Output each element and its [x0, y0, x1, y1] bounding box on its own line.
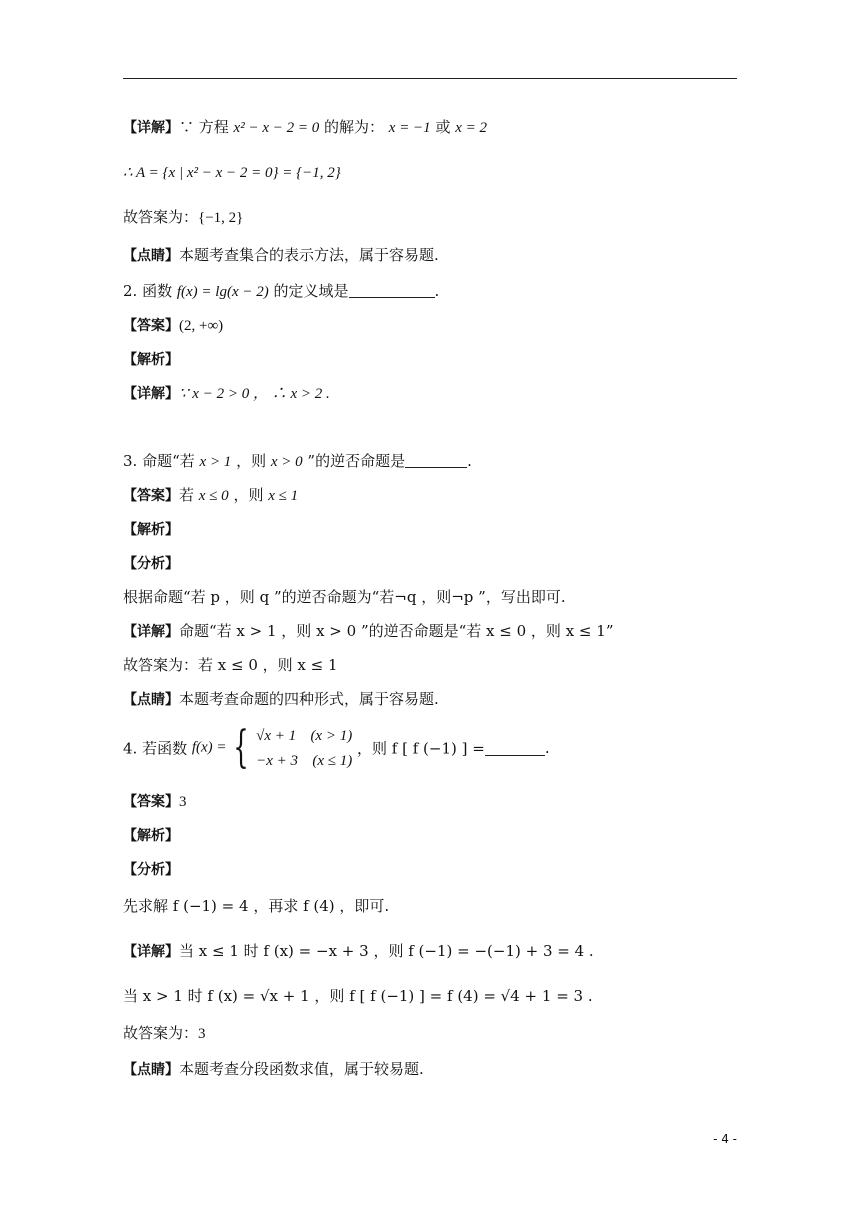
fenxi-tag: 【分析】	[123, 862, 179, 878]
q4-function: f(x) =	[191, 739, 227, 756]
q4-comment: 本题考查分段函数求值，属于较易题.	[179, 1060, 424, 1078]
case2-expression: −x + 3	[256, 753, 299, 769]
piecewise-brace: {	[233, 722, 250, 773]
answer-tag: 【答案】	[123, 488, 179, 504]
q1-detail-text-b: 的解为：	[319, 118, 389, 136]
q4-final-label: 故答案为：	[123, 1024, 199, 1042]
q1-set-expression: ∴ A = {x | x² − x − 2 = 0} = {−1, 2}	[123, 165, 341, 181]
q3-answer-c1: x ≤ 0	[198, 488, 229, 504]
q4-analysis-line	[123, 824, 179, 847]
q4-final-value: 3	[198, 1026, 206, 1042]
q3-final-label: 故答案为：	[123, 656, 199, 674]
q1-comment: 本题考查集合的表示方法，属于容易题.	[179, 246, 439, 264]
comment-tag: 【点睛】	[123, 692, 179, 708]
q3-stem-c: ”的逆否命题是	[302, 452, 406, 470]
q3-final-value: 若 x ≤ 0 ，则 x ≤ 1	[198, 656, 338, 674]
analysis-tag: 【解析】	[123, 352, 179, 368]
q1-detail-text-a: ∵ 方程	[179, 118, 234, 136]
q3-answer-b: ，则	[228, 486, 269, 504]
q2-answer-line	[123, 314, 223, 337]
q3-answer-c2: x ≤ 1	[268, 488, 299, 504]
comment-tag: 【点睛】	[123, 1062, 179, 1078]
q2-answer: (2, +∞)	[179, 318, 224, 334]
q3-answer-line	[123, 484, 298, 507]
detail-tag: 【详解】	[123, 386, 179, 402]
q2-detail-line	[123, 382, 330, 405]
q3-answer-blank	[405, 453, 467, 468]
q2-stem-tail: 的定义域是	[268, 282, 349, 300]
q3-comment-line	[123, 688, 439, 711]
q3-analysis-line	[123, 518, 179, 541]
detail-tag: 【详解】	[123, 120, 179, 136]
q4-fenxi-text	[123, 895, 389, 917]
comment-tag: 【点睛】	[123, 248, 179, 264]
q3-condition-1: x > 1	[199, 454, 232, 470]
q3-stem-a: 3. 命题“若	[123, 452, 200, 470]
piecewise-cases	[256, 723, 352, 773]
q4-detail-line-1	[123, 940, 594, 963]
q3-detail-line	[123, 620, 613, 643]
q3-period: .	[467, 452, 472, 470]
q1-final-value: {−1, 2}	[198, 210, 244, 226]
answer-tag: 【答案】	[123, 794, 179, 810]
q3-answer-a: 若	[179, 486, 199, 504]
q4-fenxi-content: 先求解 f (−1) = 4 ，再求 f (4) ，即可.	[123, 897, 390, 915]
case2-condition: (x ≤ 1)	[312, 753, 353, 769]
q3-detail-content: 命题“若 x > 1 ，则 x > 0 ”的逆否命题是“若 x ≤ 0 ，则 x ≤ 1”	[179, 622, 614, 640]
q4-number: 4. 若函数	[123, 739, 192, 758]
q4-period: .	[544, 739, 550, 757]
q3-stem	[123, 450, 472, 473]
q1-or: 或	[430, 118, 456, 136]
q4-detail-line-2	[123, 985, 593, 1007]
q1-detail-line	[123, 116, 487, 139]
answer-tag: 【答案】	[123, 318, 179, 334]
q4-final-line	[123, 1022, 206, 1045]
q4-stem	[123, 723, 550, 773]
q4-comment-line	[123, 1058, 424, 1081]
fenxi-tag: 【分析】	[123, 556, 179, 572]
page-number: - 4 -	[713, 1132, 737, 1146]
q3-stem-b: ，则	[231, 452, 271, 470]
q2-function: f(x) = lg(x − 2)	[176, 284, 269, 300]
q4-answer-blank	[485, 741, 545, 756]
detail-tag: 【详解】	[123, 944, 179, 960]
q4-detail-1: 当 x ≤ 1 时 f (x) = −x + 3 ，则 f (−1) = −(−1) + 3 = 4 .	[179, 942, 594, 960]
q4-fenxi-line	[123, 858, 179, 881]
analysis-tag: 【解析】	[123, 828, 179, 844]
q1-final-line	[123, 206, 243, 229]
q2-detail: ∵ x − 2 > 0 ， ∴ x > 2 .	[179, 386, 330, 402]
q3-condition-2: x > 0	[270, 454, 303, 470]
q3-final-line	[123, 654, 338, 676]
q4-answer-line	[123, 790, 187, 813]
case-row-1	[256, 723, 352, 748]
q3-fenxi-line	[123, 552, 179, 575]
q1-comment-line	[123, 244, 439, 267]
q4-stem-tail: ，则 f [ f (−1) ] =	[357, 739, 485, 758]
q2-stem	[123, 280, 439, 303]
q3-fenxi-content: 根据命题“若 p ，则 q ”的逆否命题为“若¬q ，则¬p ”，写出即可.	[123, 588, 566, 606]
case-row-2	[256, 748, 352, 773]
q4-answer: 3	[179, 794, 187, 810]
q2-answer-blank	[349, 283, 435, 298]
q1-final-label: 故答案为：	[123, 208, 199, 226]
analysis-tag: 【解析】	[123, 522, 179, 538]
q2-number: 2. 函数	[123, 282, 177, 300]
q1-equation: x² − x − 2 = 0	[233, 120, 320, 136]
case1-expression: √x + 1	[256, 728, 297, 744]
q3-fenxi-text	[123, 586, 566, 608]
q4-detail-2: 当 x > 1 时 f (x) = √x + 1 ，则 f [ f (−1) ] = f (4) = √4 + 1 = 3 .	[123, 987, 593, 1005]
q2-analysis-line	[123, 348, 179, 371]
case1-condition: (x > 1)	[310, 728, 353, 744]
q1-set-line	[123, 161, 341, 184]
detail-tag: 【详解】	[123, 624, 179, 640]
q3-comment: 本题考查命题的四种形式，属于容易题.	[179, 690, 439, 708]
q2-period: .	[434, 282, 440, 300]
q1-solution-2: x = 2	[455, 120, 488, 136]
header-rule	[123, 78, 737, 79]
q1-solution-1: x = −1	[388, 120, 431, 136]
